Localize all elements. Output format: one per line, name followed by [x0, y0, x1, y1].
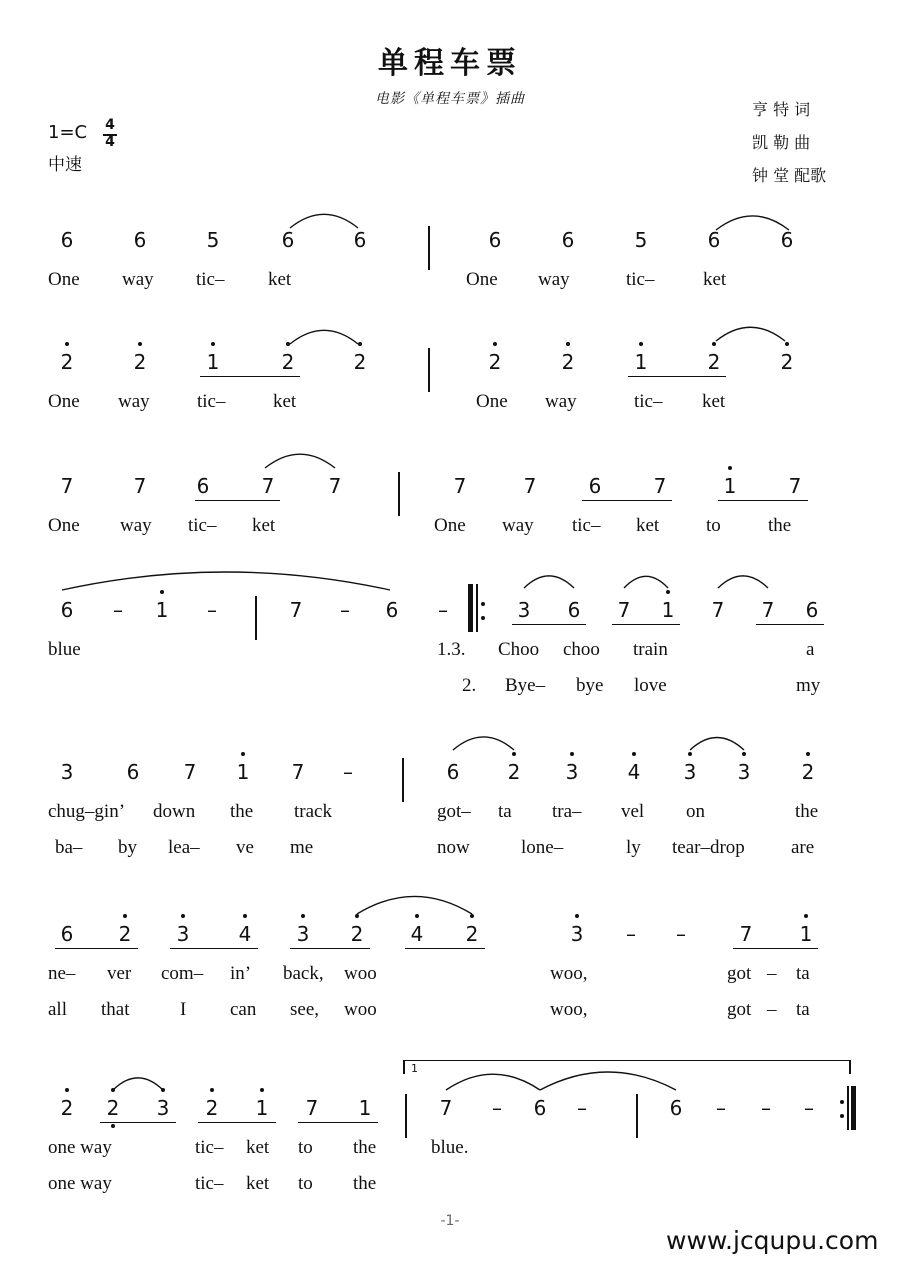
lyric: ne– — [48, 963, 76, 984]
note: 3 — [570, 922, 584, 946]
note: 2 — [106, 1096, 120, 1120]
volta-number: 1 — [411, 1062, 418, 1075]
lyric-second-verse: ly — [626, 837, 641, 858]
note: 6 — [488, 228, 502, 252]
note: 7 — [60, 474, 74, 498]
lyric-second-verse: now — [437, 837, 470, 858]
lyric: choo — [563, 639, 600, 660]
note: – — [676, 922, 686, 946]
lyric: blue. — [431, 1137, 469, 1158]
lyric-second-verse: the — [353, 1173, 377, 1194]
lyric: tic– — [188, 515, 217, 536]
lyric: ver — [107, 963, 132, 984]
note: 2 — [281, 350, 295, 374]
slur-tie — [265, 454, 335, 468]
lyric: tic– — [196, 269, 225, 290]
credit-composer: 凯 勒 曲 — [752, 133, 811, 152]
lyric: way — [502, 515, 534, 536]
lyric-second-verse: ket — [246, 1173, 270, 1194]
note: 2 — [780, 350, 794, 374]
lyric-second-verse: ta — [796, 999, 810, 1020]
lyric: 1.3. — [437, 639, 466, 660]
note: 7 — [788, 474, 802, 498]
note: – — [761, 1096, 771, 1120]
note: 2 — [707, 350, 721, 374]
lyric: way — [120, 515, 152, 536]
key-signature: 1=C — [48, 122, 88, 143]
note: 7 — [453, 474, 467, 498]
note: 2 — [118, 922, 132, 946]
lyric: to — [298, 1137, 313, 1158]
slur-tie — [716, 216, 789, 230]
lyric-second-verse: bye — [576, 675, 604, 696]
lyric: tic– — [197, 391, 226, 412]
credit-lyricist: 亨 特 词 — [752, 100, 811, 119]
song-subtitle: 电影《单程车票》插曲 — [375, 91, 525, 107]
note: 1 — [206, 350, 220, 374]
note: 6 — [533, 1096, 547, 1120]
note: 5 — [206, 228, 220, 252]
note: 7 — [289, 598, 303, 622]
slur-tie — [453, 737, 514, 750]
lyric-second-verse: – — [767, 999, 777, 1020]
lyric: to — [706, 515, 721, 536]
note: 3 — [737, 760, 751, 784]
slur-tie — [540, 1072, 676, 1090]
lyric: woo — [344, 963, 377, 984]
slur-tie — [718, 576, 768, 588]
note: 7 — [291, 760, 305, 784]
note: 7 — [739, 922, 753, 946]
note: 6 — [353, 228, 367, 252]
note: 4 — [238, 922, 252, 946]
lyric: ta — [498, 801, 512, 822]
note: – — [492, 1096, 502, 1120]
note: 3 — [683, 760, 697, 784]
note: 1 — [634, 350, 648, 374]
note: 2 — [133, 350, 147, 374]
note: 7 — [439, 1096, 453, 1120]
lyric: tic– — [572, 515, 601, 536]
note: 7 — [328, 474, 342, 498]
note: 2 — [561, 350, 575, 374]
note: 7 — [183, 760, 197, 784]
note: 4 — [627, 760, 641, 784]
lyric: One — [48, 515, 80, 536]
slur-tie — [624, 576, 668, 588]
time-signature-top: 4 — [105, 117, 115, 133]
note: 1 — [723, 474, 737, 498]
lyric: ket — [252, 515, 276, 536]
note: 6 — [196, 474, 210, 498]
lyric: tic– — [634, 391, 663, 412]
lyric-second-verse: tear–drop — [672, 837, 745, 858]
lyric: the — [230, 801, 254, 822]
note: 2 — [507, 760, 521, 784]
lyric-second-verse: 2. — [462, 675, 477, 696]
note: – — [340, 598, 350, 622]
lyric: One — [434, 515, 466, 536]
note: 5 — [634, 228, 648, 252]
note: – — [804, 1096, 814, 1120]
lyric: way — [118, 391, 150, 412]
note: 6 — [567, 598, 581, 622]
note: 7 — [711, 598, 725, 622]
note: 6 — [780, 228, 794, 252]
note: 6 — [805, 598, 819, 622]
note: 4 — [410, 922, 424, 946]
note: 2 — [60, 1096, 74, 1120]
lyric: Choo — [498, 639, 540, 660]
note: 6 — [126, 760, 140, 784]
lyric-second-verse: me — [290, 837, 314, 858]
lyric-second-verse: my — [796, 675, 821, 696]
note: 2 — [488, 350, 502, 374]
slur-tie — [357, 896, 472, 914]
lyric-second-verse: ba– — [55, 837, 83, 858]
lyric: ta — [796, 963, 810, 984]
lyric: ket — [246, 1137, 270, 1158]
lyric-second-verse: lea– — [168, 837, 200, 858]
lyric: got– — [437, 801, 471, 822]
lyric: track — [294, 801, 332, 822]
lyric-second-verse: one way — [48, 1173, 112, 1194]
note: – — [626, 922, 636, 946]
note: 2 — [350, 922, 364, 946]
lyric: vel — [621, 801, 645, 822]
note: 2 — [60, 350, 74, 374]
note: 2 — [353, 350, 367, 374]
note: 1 — [661, 598, 675, 622]
note: 1 — [236, 760, 250, 784]
lyric: One — [476, 391, 508, 412]
note: 2 — [465, 922, 479, 946]
lyric-second-verse: ve — [236, 837, 254, 858]
note: – — [343, 760, 353, 784]
lyric: the — [795, 801, 819, 822]
lyric-second-verse: by — [118, 837, 137, 858]
lyric: ket — [703, 269, 727, 290]
slur-tie — [690, 738, 744, 751]
lyric: ket — [268, 269, 292, 290]
lyric-second-verse: to — [298, 1173, 313, 1194]
slur-tie — [446, 1074, 540, 1090]
lyric: way — [545, 391, 577, 412]
note: 7 — [133, 474, 147, 498]
note: 1 — [155, 598, 169, 622]
lyric: in’ — [230, 963, 252, 984]
lyric: back, — [283, 963, 324, 984]
lyric-second-verse: Bye– — [505, 675, 546, 696]
lyric: way — [122, 269, 154, 290]
slur-tie — [524, 576, 574, 588]
lyric: ket — [702, 391, 726, 412]
note: 1 — [799, 922, 813, 946]
lyric-second-verse: that — [101, 999, 130, 1020]
note: 6 — [561, 228, 575, 252]
note: 3 — [565, 760, 579, 784]
lyric-second-verse: all — [48, 999, 67, 1020]
note: – — [113, 598, 123, 622]
lyric-second-verse: lone– — [521, 837, 564, 858]
lyric: a — [806, 639, 815, 660]
lyric: One — [48, 391, 80, 412]
lyric-second-verse: woo, — [550, 999, 588, 1020]
note: 3 — [156, 1096, 170, 1120]
lyric: One — [48, 269, 80, 290]
lyric-second-verse: tic– — [195, 1173, 224, 1194]
lyric-second-verse: woo — [344, 999, 377, 1020]
slur-tie — [62, 572, 390, 590]
lyric: blue — [48, 639, 81, 660]
note: 6 — [669, 1096, 683, 1120]
note: 6 — [707, 228, 721, 252]
lyric: got — [727, 963, 752, 984]
lyric: tic– — [626, 269, 655, 290]
note: – — [438, 598, 448, 622]
note: 3 — [296, 922, 310, 946]
slur-tie — [290, 330, 358, 344]
note: – — [577, 1096, 587, 1120]
note: 6 — [385, 598, 399, 622]
lyric: One — [466, 269, 498, 290]
lyric: way — [538, 269, 570, 290]
lyric: train — [633, 639, 668, 660]
lyric: chug–gin’ — [48, 801, 126, 822]
note: 6 — [60, 228, 74, 252]
lyric: tic– — [195, 1137, 224, 1158]
note: 7 — [617, 598, 631, 622]
note: – — [716, 1096, 726, 1120]
lyric-second-verse: got — [727, 999, 752, 1020]
note: 7 — [305, 1096, 319, 1120]
note: 2 — [801, 760, 815, 784]
note: 7 — [523, 474, 537, 498]
note: 6 — [446, 760, 460, 784]
lyric: ket — [636, 515, 660, 536]
lyric: woo, — [550, 963, 588, 984]
lyric-second-verse: I — [180, 999, 187, 1020]
lyric-second-verse: are — [791, 837, 815, 858]
lyric: on — [686, 801, 705, 822]
slur-tie — [290, 214, 358, 228]
lyric: down — [153, 801, 196, 822]
slur-tie — [716, 327, 785, 341]
lyric: one way — [48, 1137, 112, 1158]
note: 6 — [60, 922, 74, 946]
note: 1 — [358, 1096, 372, 1120]
note: 3 — [517, 598, 531, 622]
slur-tie — [113, 1078, 163, 1090]
note: 7 — [761, 598, 775, 622]
note: – — [207, 598, 217, 622]
lyric: the — [768, 515, 792, 536]
note: 6 — [133, 228, 147, 252]
credit-arranger: 钟 堂 配歌 — [752, 166, 827, 185]
lyric: – — [767, 963, 777, 984]
note: 7 — [653, 474, 667, 498]
note: 7 — [261, 474, 275, 498]
note: 1 — [255, 1096, 269, 1120]
watermark: www.jcqupu.com — [666, 1226, 879, 1255]
note: 3 — [60, 760, 74, 784]
lyric: the — [353, 1137, 377, 1158]
note: 6 — [60, 598, 74, 622]
note: 6 — [588, 474, 602, 498]
lyric: com– — [161, 963, 204, 984]
lyric: tra– — [552, 801, 582, 822]
song-title: 单程车票 — [378, 46, 522, 81]
tempo-marking: 中速 — [48, 155, 82, 175]
note: 6 — [281, 228, 295, 252]
lyric-second-verse: love — [634, 675, 667, 696]
lyric-second-verse: see, — [290, 999, 320, 1020]
time-signature-bottom: 4 — [105, 134, 115, 150]
lyric: ket — [273, 391, 297, 412]
note: 2 — [205, 1096, 219, 1120]
page-number: -1- — [440, 1213, 460, 1229]
lyric-second-verse: can — [230, 999, 257, 1020]
note: 3 — [176, 922, 190, 946]
